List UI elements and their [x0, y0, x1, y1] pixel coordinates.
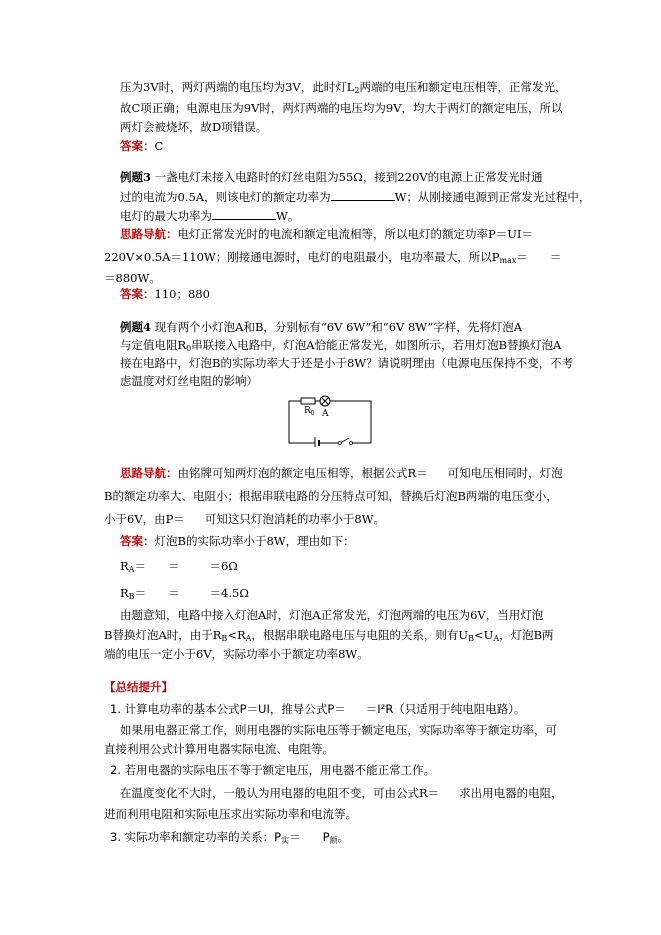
- text-line: 两灯会被烧坏，故D项错误。: [120, 120, 268, 134]
- switch-lever: [341, 438, 349, 443]
- switch-contact: [350, 442, 353, 445]
- example-3-line: 例题3 一盏电灯未接入电路时的灯丝电阻为55Ω，接到220V的电源上正常发光时通: [120, 170, 543, 184]
- text-line: 过的电流为0.5A，则该电灯的额定功率为 W；从刚接通电源到正常发光过程中，: [120, 190, 591, 204]
- answer-line: 答案：110；880: [120, 287, 210, 301]
- example-4-label: 例题4: [120, 320, 152, 334]
- summary-item-2: 2. 若用电器的实际电压不等于额定电压，用电器不能正常工作。: [110, 763, 436, 777]
- resistor-r0: [301, 398, 315, 404]
- formula-rb: $R_B= = =4.5\Omega$: [120, 586, 249, 601]
- summary-item-3: 3. 实际功率和额定功率的关系：$P_实= P_额$。: [110, 830, 349, 845]
- text-line: 由题意知，电路中接入灯泡A时，灯泡A正常发光，灯泡两端的电压为6V，当用灯泡: [120, 608, 544, 622]
- guide-line: 思路导航：电灯正常发光时的电流和额定电流相等，所以电灯的额定功率P＝UI＝: [120, 227, 533, 241]
- circuit-diagram: [287, 391, 373, 447]
- text-line: 端的电压一定小于6V，实际功率小于额定功率8W。: [104, 647, 369, 661]
- text-line: 接在电路中，灯泡B的实际功率大于还是小于8W？请说明理由（电源电压保持不变，不考: [120, 356, 574, 370]
- guide-label: 思路导航：: [120, 466, 178, 480]
- text-line: 进而利用电阻和实际电压求出实际功率和电流等。: [104, 807, 357, 821]
- example-4-line: 例题4 现有两个小灯泡A和B，分别标有“6V 6W”和“6V 8W”字样，先将灯泡A: [120, 320, 523, 334]
- answer-blank: [212, 208, 276, 220]
- text-line: 小于6V，由P＝ 可知这只灯泡消耗的功率小于8W。: [104, 512, 385, 526]
- text-line: 与定值电阻$R_0$串联接入电路中，灯泡A恰能正常发光，如图所示，若用灯泡B替换灯泡A: [120, 338, 562, 353]
- text-line: B替换灯泡A时，由于$R_B<R_A$，根据串联电路电压与电阻的关系，则有$U_B<U_A$，灯泡B两: [104, 628, 554, 643]
- answer-line: 答案：灯泡B的实际功率小于8W，理由如下：: [120, 534, 355, 548]
- text-line: ＝880W。: [104, 271, 161, 285]
- text-line: 故C项正确；电源电压为9V时，两灯两端的电压均为9V，均大于两灯的额定电压，所以: [120, 101, 563, 115]
- formula-ra: $R_A= = =6\Omega$: [120, 559, 238, 574]
- circuit-wire-right: [330, 401, 371, 443]
- guide-line: 思路导航：由铭牌可知两灯泡的额定电压相等，根据公式R＝ 可知电压相同时，灯泡: [120, 466, 563, 480]
- text-line: 直接利用公式计算用电器实际电流、电阻等。: [104, 742, 334, 756]
- answer-label: 答案：: [120, 139, 155, 153]
- example-3-label: 例题3: [120, 170, 152, 184]
- answer-label: 答案：: [120, 287, 155, 301]
- text-line: 220V×0.5A＝110W；刚接通电源时，电灯的电阻最小，电功率最大，所以$P_{max}=$ ＝: [104, 250, 562, 265]
- summary-item-1: 1. 计算电功率的基本公式P＝UI，推导公式P＝ ＝I²R（只适用于纯电阻电路）。: [110, 702, 526, 716]
- text-line: 如果用电器正常工作，则用电器的实际电压等于额定电压，实际功率等于额定功率，可: [120, 723, 557, 737]
- text-line: B的额定功率大、电阻小；根据串联电路的分压特点可知，替换后灯泡B两端的电压变小，: [104, 489, 558, 503]
- guide-label: 思路导航：: [120, 227, 178, 241]
- answer-blank: [331, 189, 395, 201]
- text-line: 压为3V时，两灯两端的电压均为3V，此时灯$L_2$两端的电压和额定电压相等，正常发光，: [120, 80, 567, 95]
- summary-title: 【总结提升】: [104, 680, 173, 694]
- lamp-label: A: [322, 409, 329, 419]
- r0-label: $R_0$: [304, 406, 315, 417]
- answer-line: 答案：C: [120, 139, 164, 153]
- text-line: 在温度变化不大时，一般认为用电器的电阻不变，可由公式R＝ 求出用电器的电阻，: [120, 786, 563, 800]
- text-line: 电灯的最大功率为 W。: [120, 209, 300, 223]
- answer-label: 答案：: [120, 534, 155, 548]
- text-line: 虑温度对灯丝电阻的影响）: [120, 374, 258, 388]
